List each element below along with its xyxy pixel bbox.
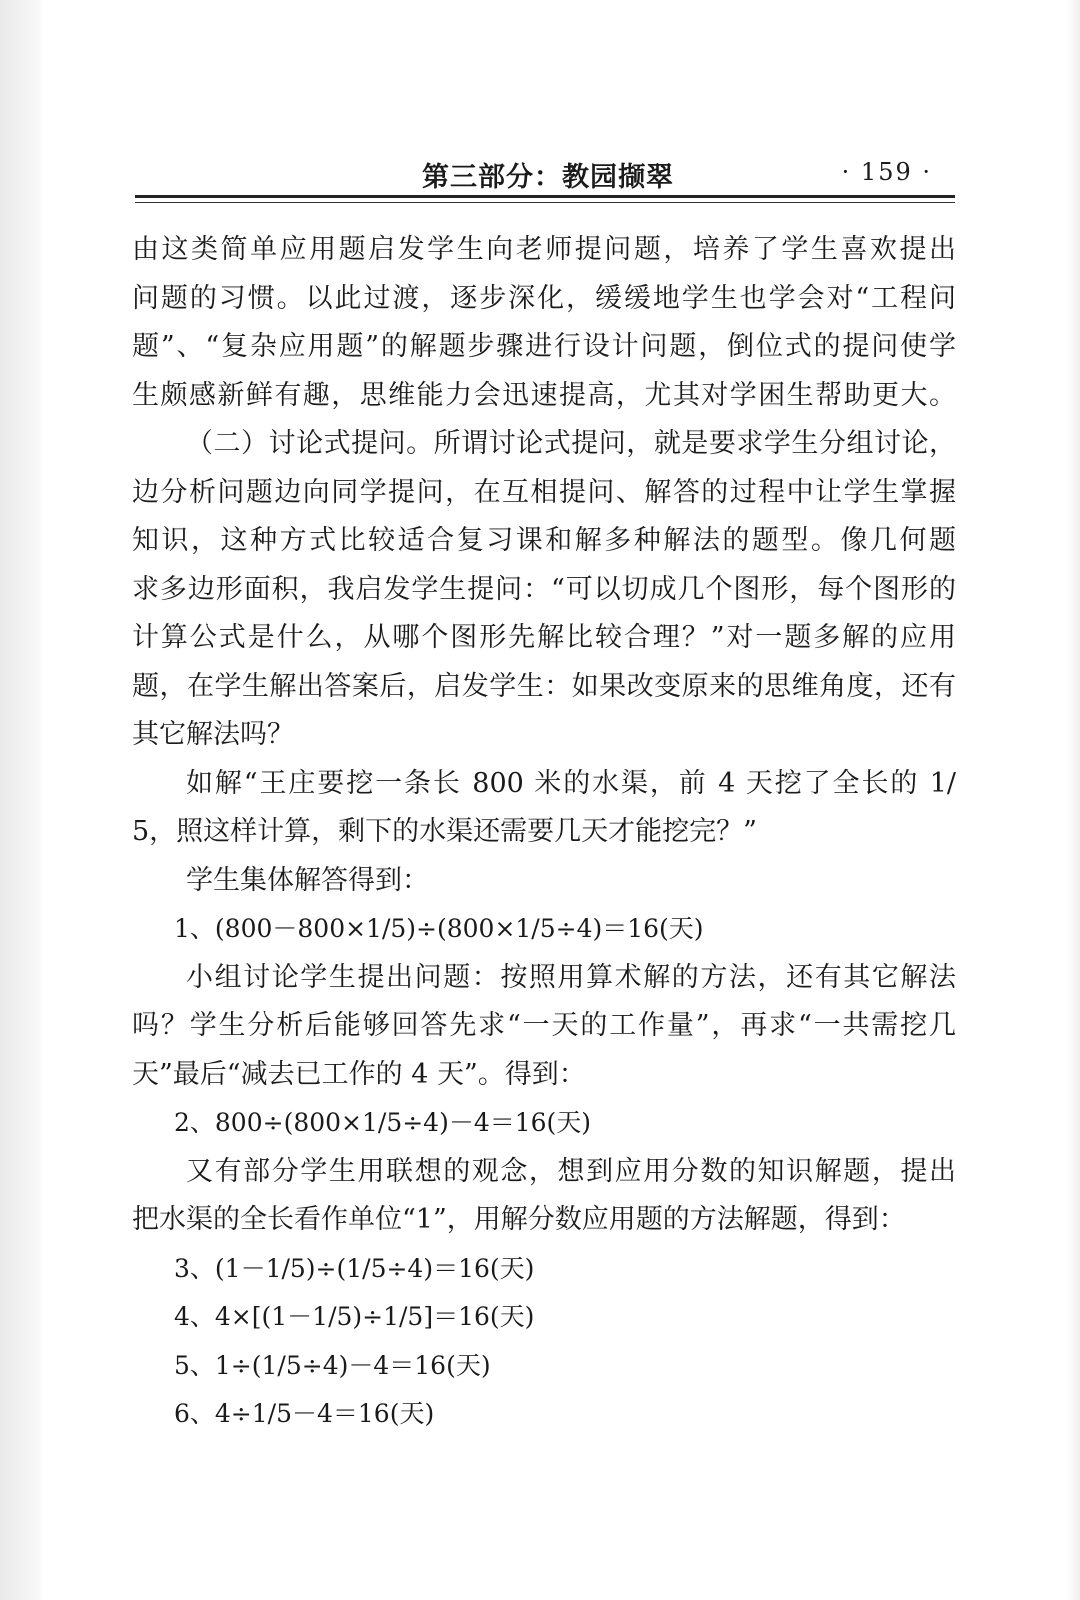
text-line: 学生集体解答得到：	[186, 864, 429, 896]
text-line: 边分析问题边向同学提问，在互相提问、解答的过程中让学生掌握	[132, 476, 956, 508]
text-line: 题”、“复杂应用题”的解题步骤进行设计问题，倒位式的提问使学	[132, 331, 956, 362]
page-number: · 159 ·	[841, 158, 932, 186]
text-line: 吗？学生分析后能够回答先求“一天的工作量”，再求“一共需挖几	[132, 1010, 956, 1041]
text-line: 求多边形面积，我启发学生提问：“可以切成几个图形，每个图形的	[132, 573, 956, 605]
text-line: 知识，这种方式比较适合复习课和解多种解法的题型。像几何题	[132, 525, 956, 556]
text-line: 生颇感新鲜有趣，思维能力会迅速提高，尤其对学困生帮助更大。	[132, 379, 956, 411]
text-line: 如解“王庄要挖一条长 800 米的水渠，前 4 天挖了全长的 1/	[186, 767, 956, 799]
formula-line: 5、1÷(1/5÷4)－4＝16(天)	[174, 1350, 491, 1380]
section-title: 第三部分：教园撷翠	[422, 162, 674, 193]
text-line: 由这类简单应用题启发学生向老师提问题，培养了学生喜欢提出	[132, 234, 956, 265]
text-line: （二）讨论式提问。所谓讨论式提问，就是要求学生分组讨论，	[186, 428, 956, 459]
header-rule-thick	[135, 195, 955, 198]
formula-line: 4、4×[(1－1/5)÷1/5]＝16(天)	[174, 1302, 535, 1331]
text-line: 把水渠的全长看作单位“1”，用解分数应用题的方法解题，得到：	[132, 1204, 906, 1235]
text-line: 天”最后“减去已工作的 4 天”。得到：	[132, 1058, 586, 1090]
text-line: 又有部分学生用联想的观念，想到应用分数的知识解题，提出	[186, 1155, 956, 1187]
formula-line: 3、(1－1/5)÷(1/5÷4)＝16(天)	[174, 1253, 535, 1283]
formula-line: 2、800÷(800×1/5÷4)－4＝16(天)	[174, 1108, 592, 1137]
text-line: 小组讨论学生提出问题：按照用算术解的方法，还有其它解法	[186, 961, 956, 993]
text-line: 5，照这样计算，剩下的水渠还需要几天才能挖完？”	[132, 816, 757, 847]
running-head	[130, 155, 956, 195]
text-line: 其它解法吗？	[132, 719, 294, 750]
text-line: 问题的习惯。以此过渡，逐步深化，缓缓地学生也学会对“工程问	[132, 282, 956, 314]
formula-line: 6、4÷1/5－4＝16(天)	[174, 1399, 435, 1428]
text-line: 计算公式是什么，从哪个图形先解比较合理？”对一题多解的应用	[132, 622, 956, 653]
formula-line: 1、(800－800×1/5)÷(800×1/5÷4)＝16(天)	[174, 914, 704, 943]
body-text	[132, 226, 956, 1439]
header-rule-thin	[135, 202, 955, 203]
text-line: 题，在学生解出答案后，启发学生：如果改变原来的思维角度，还有	[132, 670, 956, 702]
